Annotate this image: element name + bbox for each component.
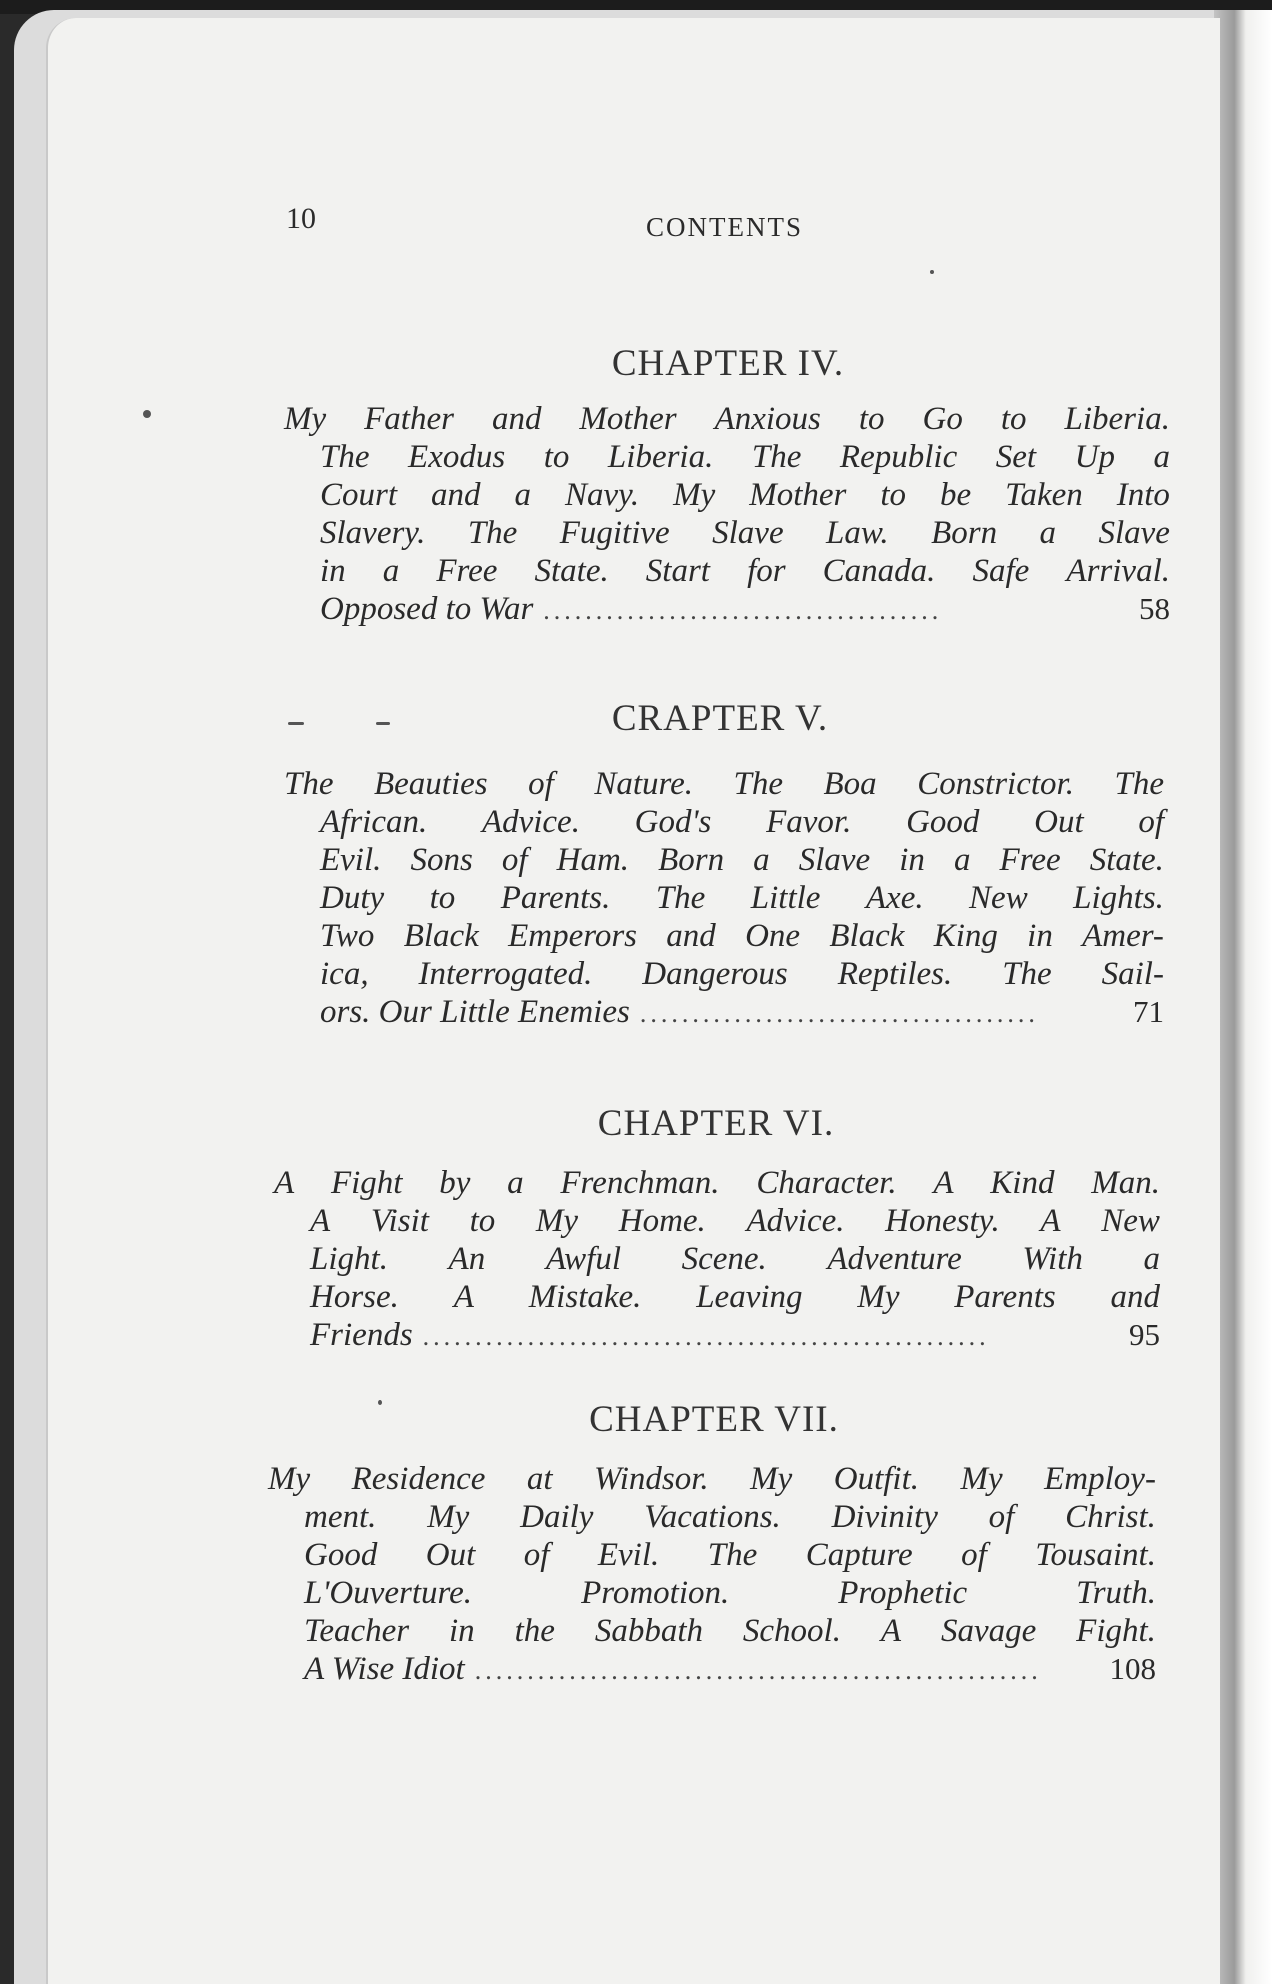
summary-word: Beauties [374, 766, 488, 802]
summary-word: to [543, 439, 570, 475]
scan-speck [378, 1400, 382, 1405]
summary-word: New [969, 880, 1028, 916]
summary-word: Christ. [1065, 1499, 1156, 1535]
summary-word: Out [1034, 804, 1084, 840]
summary-word: Reptiles. [837, 956, 953, 992]
summary-last-line [274, 1316, 1160, 1356]
summary-line [268, 1460, 1156, 1498]
summary-word: Advice. [746, 1203, 845, 1239]
summary-line [274, 1278, 1160, 1316]
summary-word: Capture [805, 1537, 913, 1573]
summary-word: A [880, 1613, 902, 1649]
summary-word: a [753, 842, 770, 878]
page-reference: 58 [1139, 591, 1170, 626]
summary-line [274, 1202, 1160, 1240]
summary-word: of [961, 1537, 987, 1573]
summary-word: of [1138, 804, 1164, 840]
dot-leader: ...................................................... [422, 1322, 990, 1351]
summary-word: in [899, 842, 925, 878]
summary-word: Residence [351, 1461, 486, 1497]
summary-word: to [858, 401, 885, 437]
summary-word: My [535, 1203, 579, 1239]
summary-word: Into [1116, 477, 1170, 513]
summary-word: Tousaint. [1035, 1537, 1156, 1573]
page-edge-shadow [1214, 10, 1272, 1984]
summary-word: Axe. [865, 880, 924, 916]
summary-line [284, 765, 1164, 803]
summary-word: Slavery. [320, 515, 426, 551]
summary-word: to [880, 477, 907, 513]
summary-word: Taken [1005, 477, 1083, 513]
summary-word: Duty [320, 880, 385, 916]
summary-word: a [507, 1165, 524, 1201]
summary-word: Mother [749, 477, 847, 513]
dot-leader: ...................................... [543, 596, 943, 625]
summary-last-line [268, 1650, 1156, 1690]
summary-word: Slave [1098, 515, 1170, 551]
summary-word: and [1110, 1279, 1160, 1315]
summary-word: Safe [972, 553, 1030, 589]
summary-word: Black [403, 918, 479, 954]
summary-word: Sons [410, 842, 473, 878]
summary-word: Nature. [594, 766, 694, 802]
dot-leader: ...................................... [639, 999, 1039, 1028]
summary-word: Evil. [320, 842, 382, 878]
summary-line [284, 514, 1170, 552]
summary-line [274, 1164, 1160, 1202]
summary-line [268, 1612, 1156, 1650]
summary-word: Home. [618, 1203, 706, 1239]
summary-word: and [491, 401, 542, 437]
summary-word: Character. [756, 1165, 897, 1201]
scan-speck [288, 722, 304, 725]
summary-word: My [750, 1461, 793, 1497]
summary-word: Father [364, 401, 454, 437]
summary-word: State. [1089, 842, 1164, 878]
summary-word: and [666, 918, 716, 954]
running-title: CONTENTS [646, 212, 803, 242]
summary-word: a [382, 553, 400, 589]
summary-word: The [707, 1537, 758, 1573]
summary-word: Republic [839, 439, 958, 475]
summary-last-line [284, 590, 1170, 630]
summary-word: My [284, 401, 327, 437]
summary-word: Emperors [508, 918, 638, 954]
summary-word: Liberia. [607, 439, 714, 475]
chapter-summary [268, 1460, 1156, 1690]
page-reference: 108 [1109, 1651, 1156, 1686]
summary-word: Favor. [766, 804, 852, 840]
summary-line [284, 400, 1170, 438]
summary-word: Navy. [564, 477, 640, 513]
summary-word: in [1027, 918, 1053, 954]
summary-line [268, 1536, 1156, 1574]
summary-word: to [429, 880, 456, 916]
summary-word: Truth. [1076, 1575, 1156, 1611]
summary-word: be [940, 477, 972, 513]
summary-last-text: Opposed to War [320, 591, 534, 627]
summary-line [284, 803, 1164, 841]
summary-word: A [274, 1165, 295, 1201]
summary-word: ica, [320, 956, 369, 992]
summary-line [274, 1240, 1160, 1278]
summary-word: Boa [823, 766, 877, 802]
summary-word: Slave [798, 842, 871, 878]
summary-word: Light. [310, 1241, 388, 1277]
summary-word: Slave [712, 515, 784, 551]
summary-word: Teacher [304, 1613, 410, 1649]
summary-word: My [673, 477, 716, 513]
summary-word: Lights. [1073, 880, 1164, 916]
summary-word: ment. [304, 1499, 377, 1535]
page-reference: 71 [1133, 994, 1164, 1029]
summary-word: Mother [579, 401, 677, 437]
summary-word: Visit [370, 1203, 429, 1239]
summary-word: Prophetic [838, 1575, 968, 1611]
summary-word: a [1039, 515, 1057, 551]
summary-word: Liberia. [1064, 401, 1170, 437]
summary-word: My [268, 1461, 311, 1497]
summary-word: Awful [545, 1241, 621, 1277]
summary-word: Black [829, 918, 905, 954]
summary-word: A [933, 1165, 954, 1201]
chapter-summary [274, 1164, 1160, 1356]
summary-word: Parents. [500, 880, 611, 916]
summary-word: Evil. [597, 1537, 660, 1573]
summary-word: the [514, 1613, 555, 1649]
chapter-heading: CHAPTER VII. [589, 1399, 839, 1440]
summary-last-text: A Wise Idiot [304, 1651, 465, 1687]
summary-word: One [745, 918, 801, 954]
summary-word: Out [425, 1537, 476, 1573]
summary-line [284, 955, 1164, 993]
summary-word: Little [750, 880, 821, 916]
summary-word: A [1040, 1203, 1061, 1239]
summary-word: Employ- [1044, 1461, 1156, 1497]
dot-leader: ...................................................... [474, 1656, 1042, 1685]
summary-word: School. [742, 1613, 841, 1649]
summary-word: by [439, 1165, 471, 1201]
chapter-summary [284, 765, 1164, 1033]
summary-word: New [1101, 1203, 1160, 1239]
summary-word: of [501, 842, 528, 878]
summary-line [284, 917, 1164, 955]
summary-word: Parents [954, 1279, 1056, 1315]
summary-word: Fugitive [559, 515, 670, 551]
summary-word: Vacations. [644, 1499, 781, 1535]
summary-word: Go [922, 401, 963, 437]
summary-word: God's [634, 804, 712, 840]
summary-word: With [1022, 1241, 1083, 1277]
summary-word: Promotion. [581, 1575, 730, 1611]
summary-line [284, 438, 1170, 476]
summary-word: Free [999, 842, 1061, 878]
summary-word: of [988, 1499, 1015, 1535]
summary-word: a [1153, 439, 1170, 475]
summary-word: The [467, 515, 518, 551]
summary-word: Court [320, 477, 398, 513]
summary-word: African. [320, 804, 428, 840]
summary-word: The [1114, 766, 1164, 802]
summary-word: The [733, 766, 784, 802]
summary-word: The [320, 439, 370, 475]
summary-word: Scene. [681, 1241, 767, 1277]
summary-word: at [526, 1461, 553, 1497]
summary-word: Canada. [822, 553, 936, 589]
summary-word: for [747, 553, 786, 589]
summary-word: Sail- [1101, 956, 1164, 992]
summary-word: Amer- [1082, 918, 1164, 954]
scan-speck [143, 410, 151, 418]
summary-last-text: Friends [310, 1317, 413, 1353]
summary-word: The [655, 880, 706, 916]
summary-word: Up [1074, 439, 1115, 475]
summary-line [284, 879, 1164, 917]
summary-word: of [528, 766, 554, 802]
summary-word: Arrival. [1066, 553, 1170, 589]
summary-word: Frenchman. [560, 1165, 720, 1201]
summary-line [284, 476, 1170, 514]
summary-word: L'Ouverture. [304, 1575, 473, 1611]
summary-word: King [933, 918, 998, 954]
summary-word: State. [534, 553, 609, 589]
summary-line [268, 1498, 1156, 1536]
summary-word: Anxious [714, 401, 821, 437]
summary-word: The [284, 766, 334, 802]
chapter-heading: CHAPTER IV. [611, 343, 845, 384]
summary-word: Savage [940, 1613, 1037, 1649]
summary-word: Law. [826, 515, 889, 551]
summary-word: Start [645, 553, 710, 589]
summary-word: The [751, 439, 802, 475]
summary-word: A [453, 1279, 474, 1315]
summary-word: Outfit. [833, 1461, 920, 1497]
summary-word: Two [320, 918, 375, 954]
summary-word: Mistake. [528, 1279, 642, 1315]
summary-word: Fight. [1076, 1613, 1156, 1649]
summary-word: a [1143, 1241, 1160, 1277]
summary-word: My [960, 1461, 1003, 1497]
summary-word: Good [304, 1537, 378, 1573]
summary-word: of [523, 1537, 550, 1573]
summary-word: in [449, 1613, 475, 1649]
summary-word: Free [436, 553, 498, 589]
summary-word: The [1002, 956, 1052, 992]
summary-word: Interrogated. [418, 956, 593, 992]
page-reference: 95 [1129, 1317, 1160, 1352]
summary-word: Adventure [827, 1241, 962, 1277]
summary-word: Windsor. [594, 1461, 709, 1497]
chapter-heading: CRAPTER V. [611, 698, 829, 739]
summary-word: Fight [330, 1165, 403, 1201]
summary-word: a [953, 842, 971, 878]
summary-word: Dangerous [642, 956, 788, 992]
summary-word: to [1000, 401, 1027, 437]
summary-word: Advice. [481, 804, 580, 840]
summary-word: in [320, 553, 346, 589]
scan-speck [930, 270, 934, 274]
summary-word: a [514, 477, 531, 513]
summary-line [284, 552, 1170, 590]
summary-line [284, 841, 1164, 879]
summary-word: My [427, 1499, 470, 1535]
summary-word: Good [906, 804, 980, 840]
summary-word: Ham. [556, 842, 630, 878]
page-number: 10 [286, 202, 316, 235]
summary-last-line [284, 993, 1164, 1033]
summary-word: Kind [990, 1165, 1055, 1201]
summary-word: Horse. [310, 1279, 399, 1315]
summary-line [268, 1574, 1156, 1612]
summary-word: to [469, 1203, 496, 1239]
chapter-heading: CHAPTER VI. [597, 1103, 835, 1144]
summary-word: Daily [520, 1499, 594, 1535]
summary-word: Born [931, 515, 998, 551]
summary-last-text: ors. Our Little Enemies [320, 994, 630, 1030]
summary-word: Sabbath [594, 1613, 703, 1649]
summary-word: My [857, 1279, 900, 1315]
summary-word: Constrictor. [917, 766, 1074, 802]
summary-word: Leaving [696, 1279, 803, 1315]
summary-word: and [431, 477, 481, 513]
summary-word: An [448, 1241, 486, 1277]
summary-word: Exodus [408, 439, 506, 475]
summary-word: A [310, 1203, 331, 1239]
chapter-summary [284, 400, 1170, 630]
summary-word: Set [995, 439, 1037, 475]
summary-word: Honesty. [885, 1203, 1000, 1239]
summary-word: Man. [1091, 1165, 1160, 1201]
scan-speck [376, 722, 390, 725]
summary-word: Divinity [831, 1499, 938, 1535]
summary-word: Born [658, 842, 725, 878]
